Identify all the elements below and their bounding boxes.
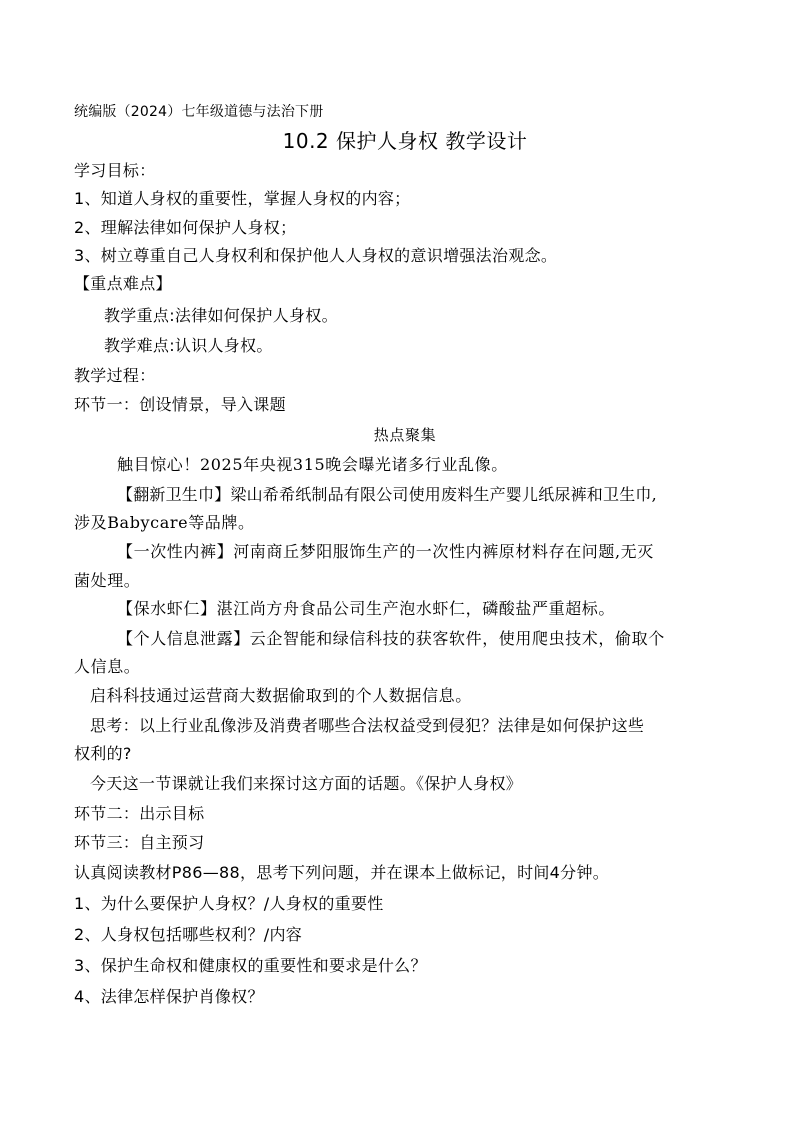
objective-item: 3、树立尊重自己人身权利和保护他人人身权的意识增强法治观念。 (74, 246, 558, 265)
case-item: 【保水虾仁】湛江尚方舟食品公司生产泡水虾仁，磷酸盐严重超标。 (117, 599, 616, 618)
think-question: 权利的? (74, 744, 132, 763)
case-item: 人信息。 (74, 657, 141, 676)
step-three: 环节三：自主预习 (74, 833, 205, 852)
key-points-heading: 【重点难点】 (74, 274, 172, 293)
case-item: 启科科技通过运营商大数据偷取到的个人数据信息。 (90, 686, 472, 705)
case-item: 【翻新卫生巾】梁山希希纸制品有限公司使用废料生产婴儿纸尿裤和卫生巾, (117, 485, 657, 504)
hot-topic-intro: 触目惊心！2025年央视315晚会曝光诸多行业乱像。 (117, 455, 508, 474)
case-item: 菌处理。 (74, 571, 141, 590)
objective-item: 2、理解法律如何保护人身权； (74, 218, 297, 237)
question-item: 3、保护生命权和健康权的重要性和要求是什么？ (74, 956, 427, 975)
preview-instruction: 认真阅读教材P86—88，思考下列问题，并在课本上做标记，时间4分钟。 (74, 863, 610, 882)
teaching-focus: 教学重点:法律如何保护人身权。 (104, 306, 338, 325)
page-title: 10.2 保护人身权 教学设计 (282, 129, 528, 153)
step-one: 环节一：创设情景，导入课题 (74, 395, 286, 414)
step-two: 环节二：出示目标 (74, 804, 205, 823)
process-heading: 教学过程： (74, 366, 156, 385)
case-item: 【个人信息泄露】云企智能和绿信科技的获客软件，使用爬虫技术，偷取个 (117, 629, 665, 648)
objective-item: 1、知道人身权的重要性，掌握人身权的内容； (74, 189, 411, 208)
case-item: 【一次性内裤】河南商丘梦阳服饰生产的一次性内裤原材料存在问题,无灭 (117, 542, 654, 561)
question-item: 2、人身权包括哪些权利？/内容 (74, 925, 303, 944)
objectives-heading: 学习目标： (74, 161, 156, 180)
question-item: 1、为什么要保护人身权？/人身权的重要性 (74, 894, 384, 913)
hot-topic-title: 热点聚集 (373, 426, 437, 444)
teaching-difficulty: 教学难点:认识人身权。 (104, 336, 273, 355)
think-question: 思考：以上行业乱像涉及消费者哪些合法权益受到侵犯？法律是如何保护这些 (90, 716, 645, 735)
lesson-intro: 今天这一节课就让我们来探讨这方面的话题。《保护人身权》 (90, 774, 523, 793)
question-item: 4、法律怎样保护肖像权？ (74, 987, 264, 1006)
case-item: 涉及Babycare等品牌。 (74, 513, 255, 532)
document-header: 统编版（2024）七年级道德与法治下册 (74, 104, 324, 120)
